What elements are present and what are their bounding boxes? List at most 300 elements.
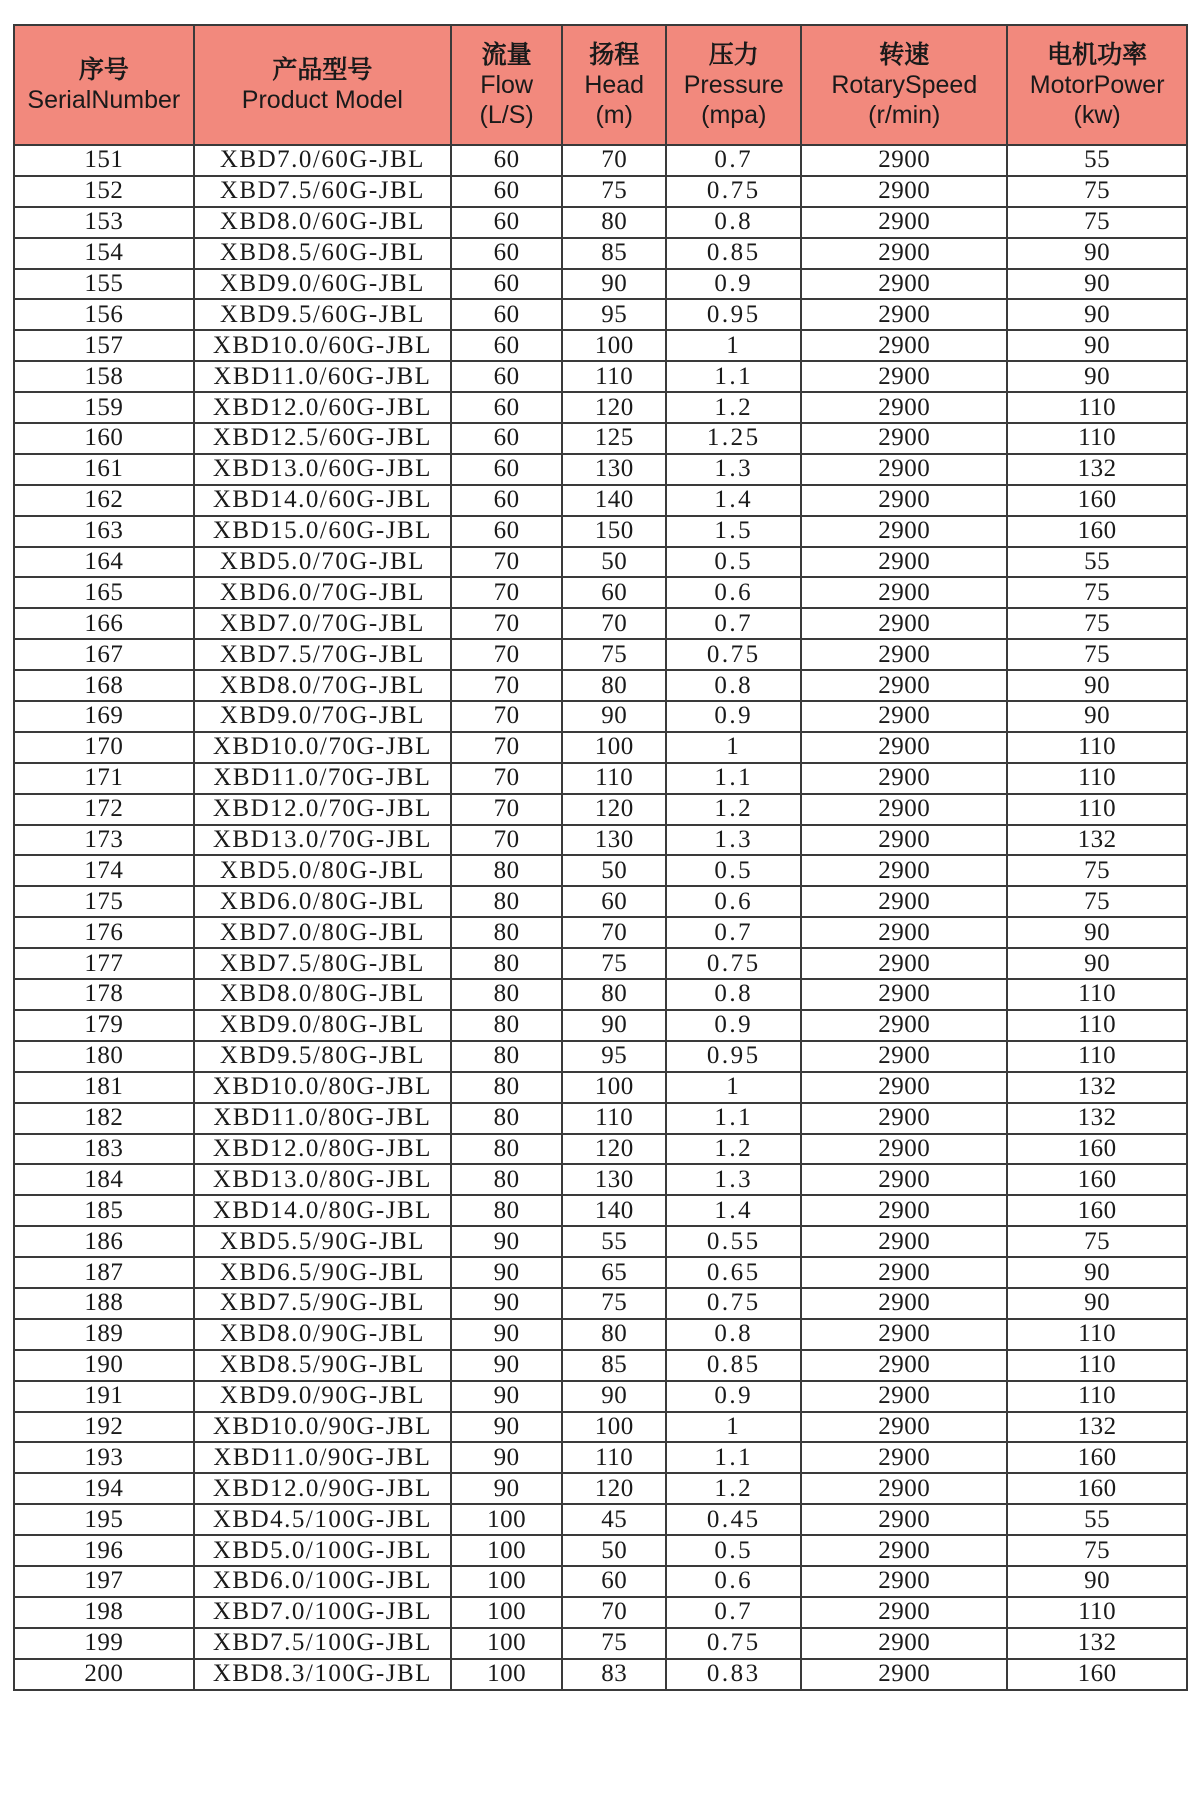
table-row bbox=[14, 763, 1187, 794]
table-row bbox=[14, 1504, 1187, 1535]
flow-cell: 90 bbox=[451, 1350, 562, 1381]
header-rotary-speed bbox=[801, 25, 1007, 145]
serial-number-cell: 185 bbox=[14, 1195, 194, 1226]
product-model-cell: XBD6.0/80G-JBL bbox=[194, 886, 451, 917]
pressure-cell: 0.95 bbox=[666, 299, 801, 330]
serial-number-cell: 166 bbox=[14, 608, 194, 639]
motor-power-cell: 90 bbox=[1007, 670, 1187, 701]
motor-power-cell: 160 bbox=[1007, 1659, 1187, 1690]
header-unit: (L/S) bbox=[479, 101, 534, 129]
serial-number-cell: 160 bbox=[14, 423, 194, 454]
pressure-cell: 1.2 bbox=[666, 1473, 801, 1504]
motor-power-cell: 160 bbox=[1007, 1195, 1187, 1226]
header-unit: (r/min) bbox=[868, 101, 941, 129]
flow-cell: 100 bbox=[451, 1628, 562, 1659]
motor-power-cell: 160 bbox=[1007, 1164, 1187, 1195]
rotary-speed-cell: 2900 bbox=[801, 825, 1007, 856]
pressure-cell: 1 bbox=[666, 1072, 801, 1103]
head-cell: 90 bbox=[562, 1010, 666, 1041]
header-en: Flow bbox=[480, 71, 534, 99]
head-cell: 75 bbox=[562, 1628, 666, 1659]
rotary-speed-cell: 2900 bbox=[801, 1350, 1007, 1381]
pressure-cell: 1.3 bbox=[666, 1164, 801, 1195]
flow-cell: 70 bbox=[451, 763, 562, 794]
rotary-speed-cell: 2900 bbox=[801, 1134, 1007, 1165]
serial-number-cell: 200 bbox=[14, 1659, 194, 1690]
flow-cell: 70 bbox=[451, 577, 562, 608]
motor-power-cell: 55 bbox=[1007, 145, 1187, 176]
rotary-speed-cell: 2900 bbox=[801, 145, 1007, 176]
rotary-speed-cell: 2900 bbox=[801, 1659, 1007, 1690]
flow-cell: 60 bbox=[451, 516, 562, 547]
flow-cell: 100 bbox=[451, 1504, 562, 1535]
head-cell: 85 bbox=[562, 1350, 666, 1381]
motor-power-cell: 75 bbox=[1007, 1226, 1187, 1257]
pressure-cell: 0.75 bbox=[666, 948, 801, 979]
product-model-cell: XBD10.0/70G-JBL bbox=[194, 732, 451, 763]
table-row bbox=[14, 392, 1187, 423]
serial-number-cell: 175 bbox=[14, 886, 194, 917]
motor-power-cell: 55 bbox=[1007, 547, 1187, 578]
header-cn: 流量 bbox=[481, 40, 532, 69]
table-row bbox=[14, 979, 1187, 1010]
rotary-speed-cell: 2900 bbox=[801, 423, 1007, 454]
pressure-cell: 0.8 bbox=[666, 1319, 801, 1350]
pressure-cell: 0.85 bbox=[666, 238, 801, 269]
serial-number-cell: 183 bbox=[14, 1134, 194, 1165]
head-cell: 150 bbox=[562, 516, 666, 547]
flow-cell: 90 bbox=[451, 1319, 562, 1350]
motor-power-cell: 75 bbox=[1007, 1535, 1187, 1566]
table-row bbox=[14, 608, 1187, 639]
rotary-speed-cell: 2900 bbox=[801, 886, 1007, 917]
motor-power-cell: 90 bbox=[1007, 701, 1187, 732]
pressure-cell: 0.9 bbox=[666, 1381, 801, 1412]
table-row bbox=[14, 454, 1187, 485]
serial-number-cell: 191 bbox=[14, 1381, 194, 1412]
serial-number-cell: 189 bbox=[14, 1319, 194, 1350]
rotary-speed-cell: 2900 bbox=[801, 1628, 1007, 1659]
serial-number-cell: 157 bbox=[14, 330, 194, 361]
table-row bbox=[14, 1566, 1187, 1597]
motor-power-cell: 75 bbox=[1007, 886, 1187, 917]
head-cell: 95 bbox=[562, 299, 666, 330]
serial-number-cell: 152 bbox=[14, 176, 194, 207]
table-body bbox=[14, 145, 1187, 1690]
pressure-cell: 0.55 bbox=[666, 1226, 801, 1257]
product-model-cell: XBD8.0/90G-JBL bbox=[194, 1319, 451, 1350]
serial-number-cell: 199 bbox=[14, 1628, 194, 1659]
product-model-cell: XBD9.5/60G-JBL bbox=[194, 299, 451, 330]
pressure-cell: 0.85 bbox=[666, 1350, 801, 1381]
pressure-cell: 0.75 bbox=[666, 639, 801, 670]
motor-power-cell: 110 bbox=[1007, 1381, 1187, 1412]
table-row bbox=[14, 1164, 1187, 1195]
head-cell: 75 bbox=[562, 1288, 666, 1319]
product-model-cell: XBD12.5/60G-JBL bbox=[194, 423, 451, 454]
rotary-speed-cell: 2900 bbox=[801, 701, 1007, 732]
pressure-cell: 1 bbox=[666, 1412, 801, 1443]
motor-power-cell: 90 bbox=[1007, 269, 1187, 300]
head-cell: 90 bbox=[562, 269, 666, 300]
header-en: Head bbox=[584, 71, 645, 99]
table-row bbox=[14, 423, 1187, 454]
serial-number-cell: 165 bbox=[14, 577, 194, 608]
product-model-cell: XBD9.0/60G-JBL bbox=[194, 269, 451, 300]
flow-cell: 60 bbox=[451, 361, 562, 392]
product-model-cell: XBD11.0/60G-JBL bbox=[194, 361, 451, 392]
product-model-cell: XBD9.0/90G-JBL bbox=[194, 1381, 451, 1412]
header-unit: (kw) bbox=[1073, 101, 1121, 129]
header-cn: 转速 bbox=[879, 40, 930, 69]
rotary-speed-cell: 2900 bbox=[801, 732, 1007, 763]
rotary-speed-cell: 2900 bbox=[801, 763, 1007, 794]
serial-number-cell: 174 bbox=[14, 855, 194, 886]
table-row bbox=[14, 516, 1187, 547]
pressure-cell: 0.6 bbox=[666, 886, 801, 917]
flow-cell: 60 bbox=[451, 299, 562, 330]
motor-power-cell: 90 bbox=[1007, 1288, 1187, 1319]
motor-power-cell: 110 bbox=[1007, 1041, 1187, 1072]
rotary-speed-cell: 2900 bbox=[801, 1226, 1007, 1257]
rotary-speed-cell: 2900 bbox=[801, 516, 1007, 547]
table-row bbox=[14, 1072, 1187, 1103]
rotary-speed-cell: 2900 bbox=[801, 485, 1007, 516]
header-unit: (m) bbox=[595, 101, 633, 129]
serial-number-cell: 153 bbox=[14, 207, 194, 238]
flow-cell: 90 bbox=[451, 1473, 562, 1504]
head-cell: 85 bbox=[562, 238, 666, 269]
rotary-speed-cell: 2900 bbox=[801, 1288, 1007, 1319]
serial-number-cell: 171 bbox=[14, 763, 194, 794]
table-row bbox=[14, 886, 1187, 917]
flow-cell: 80 bbox=[451, 979, 562, 1010]
table-row bbox=[14, 238, 1187, 269]
table-row bbox=[14, 855, 1187, 886]
header-en: RotarySpeed bbox=[831, 71, 978, 99]
motor-power-cell: 132 bbox=[1007, 1628, 1187, 1659]
header-row bbox=[14, 25, 1187, 145]
serial-number-cell: 161 bbox=[14, 454, 194, 485]
product-model-cell: XBD12.0/80G-JBL bbox=[194, 1134, 451, 1165]
flow-cell: 80 bbox=[451, 855, 562, 886]
head-cell: 80 bbox=[562, 207, 666, 238]
motor-power-cell: 90 bbox=[1007, 1566, 1187, 1597]
motor-power-cell: 110 bbox=[1007, 794, 1187, 825]
rotary-speed-cell: 2900 bbox=[801, 1473, 1007, 1504]
product-model-cell: XBD7.5/60G-JBL bbox=[194, 176, 451, 207]
motor-power-cell: 90 bbox=[1007, 948, 1187, 979]
flow-cell: 80 bbox=[451, 1072, 562, 1103]
motor-power-cell: 110 bbox=[1007, 763, 1187, 794]
motor-power-cell: 160 bbox=[1007, 485, 1187, 516]
serial-number-cell: 155 bbox=[14, 269, 194, 300]
rotary-speed-cell: 2900 bbox=[801, 1566, 1007, 1597]
header-en: MotorPower bbox=[1029, 71, 1165, 99]
flow-cell: 100 bbox=[451, 1597, 562, 1628]
serial-number-cell: 180 bbox=[14, 1041, 194, 1072]
pressure-cell: 1.25 bbox=[666, 423, 801, 454]
product-model-cell: XBD15.0/60G-JBL bbox=[194, 516, 451, 547]
motor-power-cell: 90 bbox=[1007, 917, 1187, 948]
serial-number-cell: 170 bbox=[14, 732, 194, 763]
motor-power-cell: 90 bbox=[1007, 330, 1187, 361]
serial-number-cell: 177 bbox=[14, 948, 194, 979]
head-cell: 130 bbox=[562, 454, 666, 485]
head-cell: 75 bbox=[562, 948, 666, 979]
head-cell: 95 bbox=[562, 1041, 666, 1072]
flow-cell: 100 bbox=[451, 1659, 562, 1690]
flow-cell: 60 bbox=[451, 454, 562, 485]
head-cell: 120 bbox=[562, 1134, 666, 1165]
product-model-cell: XBD12.0/90G-JBL bbox=[194, 1473, 451, 1504]
pressure-cell: 0.8 bbox=[666, 979, 801, 1010]
motor-power-cell: 160 bbox=[1007, 1134, 1187, 1165]
table-row bbox=[14, 794, 1187, 825]
table-row bbox=[14, 670, 1187, 701]
product-model-cell: XBD8.0/60G-JBL bbox=[194, 207, 451, 238]
product-model-cell: XBD7.0/60G-JBL bbox=[194, 145, 451, 176]
table-row bbox=[14, 1535, 1187, 1566]
head-cell: 65 bbox=[562, 1257, 666, 1288]
motor-power-cell: 90 bbox=[1007, 1257, 1187, 1288]
serial-number-cell: 182 bbox=[14, 1103, 194, 1134]
head-cell: 110 bbox=[562, 763, 666, 794]
flow-cell: 70 bbox=[451, 639, 562, 670]
product-model-cell: XBD6.0/100G-JBL bbox=[194, 1566, 451, 1597]
header-unit: (mpa) bbox=[701, 101, 767, 129]
table-row bbox=[14, 145, 1187, 176]
serial-number-cell: 198 bbox=[14, 1597, 194, 1628]
rotary-speed-cell: 2900 bbox=[801, 392, 1007, 423]
pressure-cell: 1.1 bbox=[666, 1442, 801, 1473]
serial-number-cell: 163 bbox=[14, 516, 194, 547]
rotary-speed-cell: 2900 bbox=[801, 1381, 1007, 1412]
flow-cell: 70 bbox=[451, 701, 562, 732]
head-cell: 80 bbox=[562, 670, 666, 701]
pressure-cell: 1 bbox=[666, 732, 801, 763]
table-row bbox=[14, 330, 1187, 361]
motor-power-cell: 110 bbox=[1007, 1319, 1187, 1350]
product-model-cell: XBD13.0/60G-JBL bbox=[194, 454, 451, 485]
header-cn: 压力 bbox=[708, 40, 759, 69]
motor-power-cell: 110 bbox=[1007, 392, 1187, 423]
motor-power-cell: 160 bbox=[1007, 516, 1187, 547]
serial-number-cell: 164 bbox=[14, 547, 194, 578]
rotary-speed-cell: 2900 bbox=[801, 1319, 1007, 1350]
serial-number-cell: 162 bbox=[14, 485, 194, 516]
head-cell: 70 bbox=[562, 145, 666, 176]
pressure-cell: 0.65 bbox=[666, 1257, 801, 1288]
rotary-speed-cell: 2900 bbox=[801, 176, 1007, 207]
flow-cell: 70 bbox=[451, 670, 562, 701]
motor-power-cell: 90 bbox=[1007, 299, 1187, 330]
product-model-cell: XBD9.0/70G-JBL bbox=[194, 701, 451, 732]
flow-cell: 80 bbox=[451, 1041, 562, 1072]
header-motor-power bbox=[1007, 25, 1187, 145]
head-cell: 120 bbox=[562, 794, 666, 825]
motor-power-cell: 110 bbox=[1007, 1597, 1187, 1628]
table-row bbox=[14, 269, 1187, 300]
pressure-cell: 0.7 bbox=[666, 608, 801, 639]
rotary-speed-cell: 2900 bbox=[801, 1412, 1007, 1443]
product-model-cell: XBD14.0/60G-JBL bbox=[194, 485, 451, 516]
motor-power-cell: 75 bbox=[1007, 176, 1187, 207]
pressure-cell: 0.5 bbox=[666, 547, 801, 578]
table-row bbox=[14, 1288, 1187, 1319]
head-cell: 100 bbox=[562, 732, 666, 763]
header-cn: 电机功率 bbox=[1047, 40, 1148, 69]
table-row bbox=[14, 1381, 1187, 1412]
flow-cell: 80 bbox=[451, 886, 562, 917]
serial-number-cell: 192 bbox=[14, 1412, 194, 1443]
product-model-cell: XBD5.0/70G-JBL bbox=[194, 547, 451, 578]
header-cn: 序号 bbox=[78, 55, 129, 84]
rotary-speed-cell: 2900 bbox=[801, 269, 1007, 300]
product-model-cell: XBD8.3/100G-JBL bbox=[194, 1659, 451, 1690]
header-en: SerialNumber bbox=[27, 86, 181, 114]
product-model-cell: XBD6.5/90G-JBL bbox=[194, 1257, 451, 1288]
header-product-model bbox=[194, 25, 451, 145]
head-cell: 60 bbox=[562, 886, 666, 917]
pressure-cell: 0.45 bbox=[666, 1504, 801, 1535]
pressure-cell: 1.5 bbox=[666, 516, 801, 547]
table-row bbox=[14, 1257, 1187, 1288]
table-row bbox=[14, 1473, 1187, 1504]
serial-number-cell: 158 bbox=[14, 361, 194, 392]
head-cell: 100 bbox=[562, 1072, 666, 1103]
rotary-speed-cell: 2900 bbox=[801, 1597, 1007, 1628]
product-model-cell: XBD11.0/90G-JBL bbox=[194, 1442, 451, 1473]
table-row bbox=[14, 1442, 1187, 1473]
header-flow bbox=[451, 25, 562, 145]
head-cell: 90 bbox=[562, 1381, 666, 1412]
rotary-speed-cell: 2900 bbox=[801, 1010, 1007, 1041]
motor-power-cell: 110 bbox=[1007, 732, 1187, 763]
pressure-cell: 1.3 bbox=[666, 825, 801, 856]
product-model-cell: XBD6.0/70G-JBL bbox=[194, 577, 451, 608]
head-cell: 80 bbox=[562, 1319, 666, 1350]
pressure-cell: 0.95 bbox=[666, 1041, 801, 1072]
product-model-cell: XBD7.5/100G-JBL bbox=[194, 1628, 451, 1659]
serial-number-cell: 194 bbox=[14, 1473, 194, 1504]
motor-power-cell: 110 bbox=[1007, 423, 1187, 454]
rotary-speed-cell: 2900 bbox=[801, 207, 1007, 238]
flow-cell: 100 bbox=[451, 1535, 562, 1566]
header-en: Pressure bbox=[683, 71, 784, 99]
motor-power-cell: 55 bbox=[1007, 1504, 1187, 1535]
rotary-speed-cell: 2900 bbox=[801, 917, 1007, 948]
flow-cell: 60 bbox=[451, 423, 562, 454]
header-cn: 产品型号 bbox=[272, 55, 373, 84]
motor-power-cell: 110 bbox=[1007, 1010, 1187, 1041]
product-model-cell: XBD13.0/70G-JBL bbox=[194, 825, 451, 856]
flow-cell: 80 bbox=[451, 917, 562, 948]
table-row bbox=[14, 1226, 1187, 1257]
product-model-cell: XBD5.5/90G-JBL bbox=[194, 1226, 451, 1257]
product-model-cell: XBD5.0/80G-JBL bbox=[194, 855, 451, 886]
head-cell: 83 bbox=[562, 1659, 666, 1690]
head-cell: 110 bbox=[562, 361, 666, 392]
pressure-cell: 1.3 bbox=[666, 454, 801, 485]
flow-cell: 60 bbox=[451, 145, 562, 176]
flow-cell: 80 bbox=[451, 948, 562, 979]
product-model-cell: XBD13.0/80G-JBL bbox=[194, 1164, 451, 1195]
product-model-cell: XBD7.0/70G-JBL bbox=[194, 608, 451, 639]
head-cell: 100 bbox=[562, 330, 666, 361]
motor-power-cell: 110 bbox=[1007, 1350, 1187, 1381]
header-cn: 扬程 bbox=[589, 40, 640, 69]
head-cell: 75 bbox=[562, 639, 666, 670]
head-cell: 125 bbox=[562, 423, 666, 454]
spec-table-container bbox=[13, 24, 1188, 1691]
table-row bbox=[14, 732, 1187, 763]
rotary-speed-cell: 2900 bbox=[801, 299, 1007, 330]
table-row bbox=[14, 1041, 1187, 1072]
table-row bbox=[14, 547, 1187, 578]
serial-number-cell: 196 bbox=[14, 1535, 194, 1566]
flow-cell: 60 bbox=[451, 330, 562, 361]
pressure-cell: 1.2 bbox=[666, 1134, 801, 1165]
table-row bbox=[14, 1350, 1187, 1381]
table-row bbox=[14, 1597, 1187, 1628]
serial-number-cell: 151 bbox=[14, 145, 194, 176]
pressure-cell: 0.9 bbox=[666, 1010, 801, 1041]
pressure-cell: 0.83 bbox=[666, 1659, 801, 1690]
serial-number-cell: 188 bbox=[14, 1288, 194, 1319]
motor-power-cell: 132 bbox=[1007, 1072, 1187, 1103]
serial-number-cell: 197 bbox=[14, 1566, 194, 1597]
serial-number-cell: 187 bbox=[14, 1257, 194, 1288]
product-model-cell: XBD7.0/100G-JBL bbox=[194, 1597, 451, 1628]
pressure-cell: 0.5 bbox=[666, 1535, 801, 1566]
rotary-speed-cell: 2900 bbox=[801, 1072, 1007, 1103]
table-row bbox=[14, 485, 1187, 516]
head-cell: 50 bbox=[562, 547, 666, 578]
product-model-cell: XBD8.5/90G-JBL bbox=[194, 1350, 451, 1381]
flow-cell: 90 bbox=[451, 1412, 562, 1443]
flow-cell: 90 bbox=[451, 1381, 562, 1412]
rotary-speed-cell: 2900 bbox=[801, 670, 1007, 701]
rotary-speed-cell: 2900 bbox=[801, 238, 1007, 269]
table-row bbox=[14, 1412, 1187, 1443]
pressure-cell: 0.75 bbox=[666, 176, 801, 207]
header-pressure bbox=[666, 25, 801, 145]
product-model-cell: XBD10.0/60G-JBL bbox=[194, 330, 451, 361]
pressure-cell: 0.5 bbox=[666, 855, 801, 886]
motor-power-cell: 90 bbox=[1007, 361, 1187, 392]
flow-cell: 80 bbox=[451, 1010, 562, 1041]
head-cell: 130 bbox=[562, 1164, 666, 1195]
rotary-speed-cell: 2900 bbox=[801, 1103, 1007, 1134]
head-cell: 90 bbox=[562, 701, 666, 732]
product-model-cell: XBD7.5/90G-JBL bbox=[194, 1288, 451, 1319]
header-head bbox=[562, 25, 666, 145]
product-model-cell: XBD8.0/70G-JBL bbox=[194, 670, 451, 701]
head-cell: 60 bbox=[562, 577, 666, 608]
rotary-speed-cell: 2900 bbox=[801, 948, 1007, 979]
pressure-cell: 0.7 bbox=[666, 145, 801, 176]
rotary-speed-cell: 2900 bbox=[801, 454, 1007, 485]
product-model-cell: XBD12.0/60G-JBL bbox=[194, 392, 451, 423]
motor-power-cell: 75 bbox=[1007, 639, 1187, 670]
serial-number-cell: 154 bbox=[14, 238, 194, 269]
table-row bbox=[14, 299, 1187, 330]
pressure-cell: 0.75 bbox=[666, 1288, 801, 1319]
serial-number-cell: 178 bbox=[14, 979, 194, 1010]
rotary-speed-cell: 2900 bbox=[801, 979, 1007, 1010]
serial-number-cell: 169 bbox=[14, 701, 194, 732]
